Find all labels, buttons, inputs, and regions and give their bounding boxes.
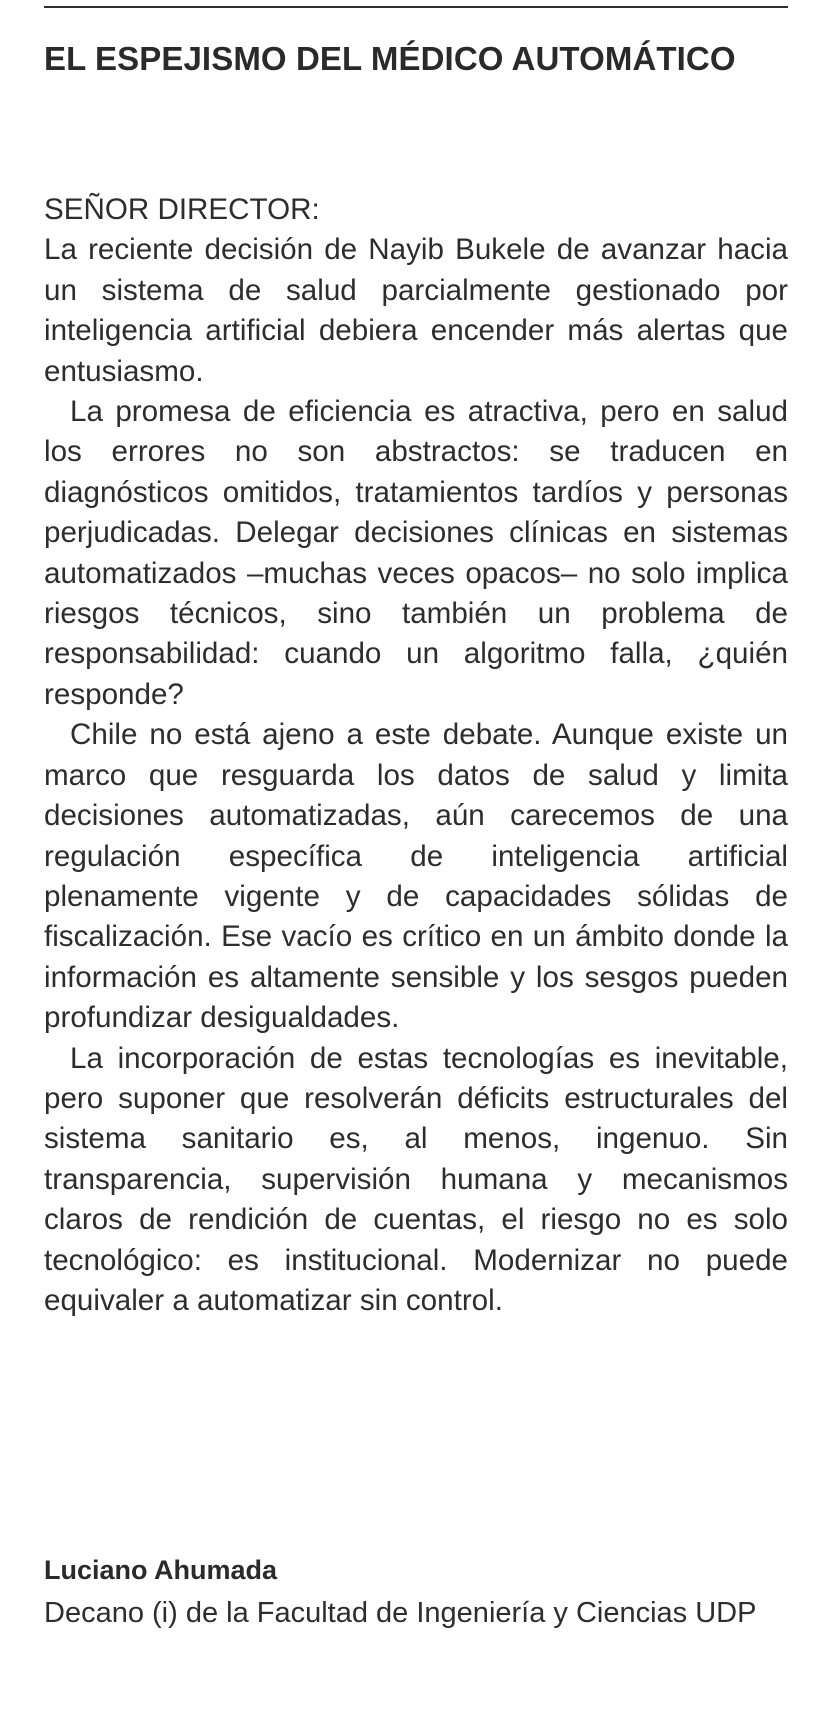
letter-title: EL ESPEJISMO DEL MÉDICO AUTOMÁTICO: [44, 40, 736, 77]
paragraph-3: Chile no está ajeno a este debate. Aunque existe un marco que resguarda los datos de salud y limita decisiones automatizadas, aún carecemos de una regulación específica de inteligencia artificial plenamente vigente y de capacidades sólidas de fiscalización. Ese vacío es crítico en un ámbito donde la información es altamente sensible y los sesgos pueden profundizar desigualdades.: [44, 718, 788, 1035]
signature-block: [44, 1553, 788, 1633]
author-name: Luciano Ahumada: [44, 1555, 278, 1585]
salutation: SEÑOR DIRECTOR:: [44, 193, 320, 226]
author-role: Decano (i) de la Facultad de Ingeniería y Ciencias UDP: [44, 1597, 757, 1629]
letter-page: [44, 0, 788, 1736]
top-divider: [44, 6, 788, 8]
paragraph-4: La incorporación de estas tecnologías es inevitable, pero suponer que resolverán déficits estructurales del sistema sanitario es, al menos, ingenuo. Sin transparencia, supervisión humana y mecanismos claros de rendición de cuentas, el riesgo no es solo tecnológico: es institucional. Modernizar no puede equivaler a automatizar sin control.: [44, 1041, 788, 1317]
paragraph-1: La reciente decisión de Nayib Bukele de avanzar hacia un sistema de salud parcialmente gestionado por inteligencia artificial debiera encender más alertas que entusiasmo.: [44, 233, 788, 388]
paragraph-2: La promesa de eficiencia es atractiva, pero en salud los errores no son abstractos: se traducen en diagnósticos omitidos, tratamientos tardíos y personas perjudicadas. Delegar decisiones clínicas en sistemas automatizados –muchas veces opacos– no solo implica riesgos técnicos, sino también un problema de responsabilidad: cuando un algoritmo falla, ¿quién responde?: [44, 395, 788, 711]
letter-body: [44, 190, 788, 1321]
